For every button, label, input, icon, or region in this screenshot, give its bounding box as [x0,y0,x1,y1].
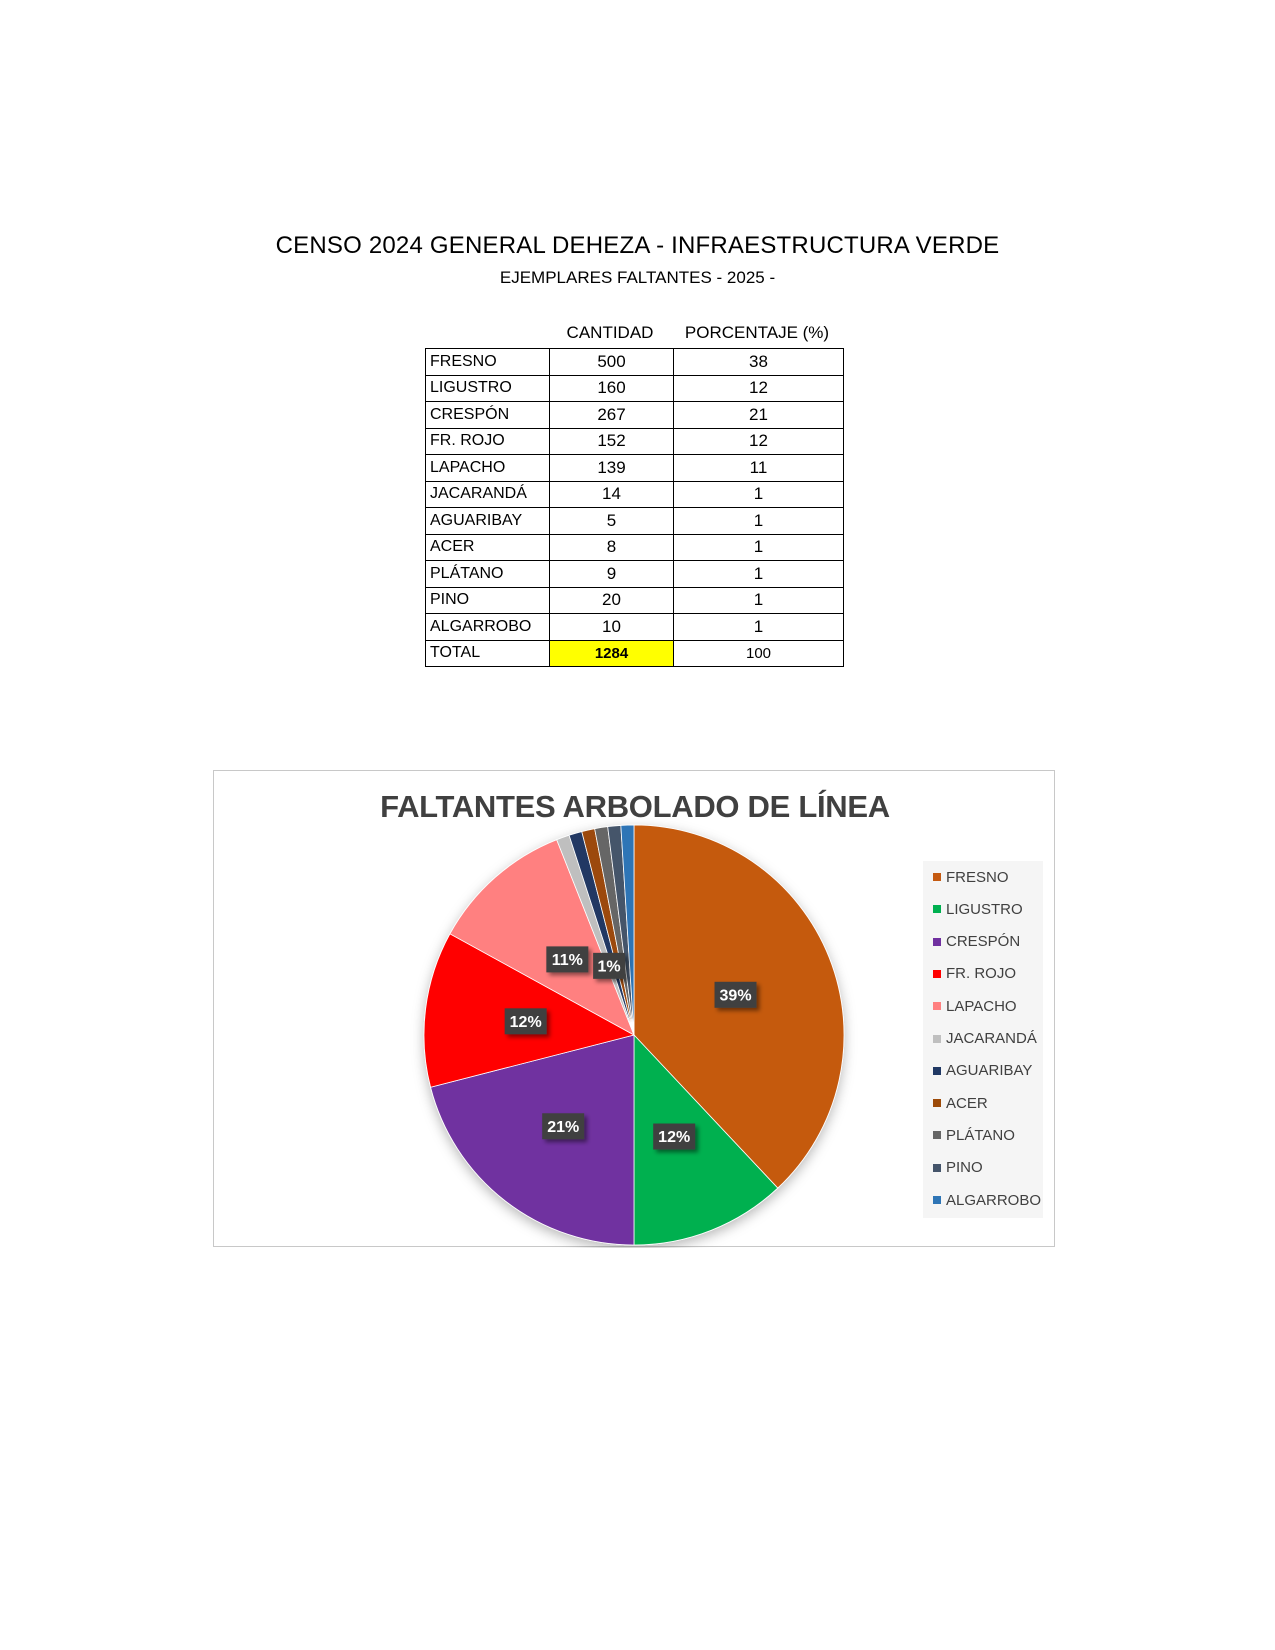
row-name-cell: FR. ROJO [426,428,550,455]
legend-swatch [933,1067,941,1075]
data-table [425,348,844,667]
row-porcentaje-cell: 1 [674,508,844,535]
row-name-cell: LAPACHO [426,455,550,482]
row-name-cell: LIGUSTRO [426,375,550,402]
legend-item [933,1093,988,1113]
data-label-text: 12% [509,1013,542,1031]
row-porcentaje-cell: 12 [674,428,844,455]
legend-swatch [933,905,941,913]
table-row [426,481,844,508]
legend-swatch [933,1002,941,1010]
row-porcentaje-cell: 1 [674,561,844,588]
legend-item [933,996,1017,1016]
chart-title: FALTANTES ARBOLADO DE LÍNEA [380,789,890,824]
table-row [426,375,844,402]
legend-swatch [933,1035,941,1043]
legend-label: PINO [946,1159,983,1177]
row-porcentaje-cell: 1 [674,614,844,641]
row-cantidad-cell: 8 [550,534,674,561]
chart-legend [923,861,1043,1218]
row-porcentaje-cell: 38 [674,349,844,376]
data-label-text: 39% [719,987,752,1005]
table-total-row [426,640,844,667]
data-label [546,946,588,972]
table-row [426,534,844,561]
row-cantidad-cell: 500 [550,349,674,376]
legend-item [933,899,1023,919]
legend-swatch [933,1196,941,1204]
legend-label: LAPACHO [946,997,1017,1015]
document-title: CENSO 2024 GENERAL DEHEZA - INFRAESTRUCTURA VERDE [275,232,1000,259]
column-header-porcentaje: PORCENTAJE (%) [684,323,830,342]
legend-label: AGUARIBAY [946,1062,1033,1080]
data-label-text: 1% [597,958,621,976]
data-label [505,1008,547,1034]
row-name-cell: AGUARIBAY [426,508,550,535]
legend-label: FR. ROJO [946,965,1016,983]
legend-label: ALGARROBO [946,1191,1042,1209]
legend-label: CRESPÓN [946,933,1021,951]
row-name-cell: FRESNO [426,349,550,376]
row-cantidad-cell: 160 [550,375,674,402]
table-row [426,561,844,588]
column-header-cantidad: CANTIDAD [566,323,654,342]
table-row [426,455,844,482]
legend-swatch [933,1131,941,1139]
row-porcentaje-cell: 1 [674,481,844,508]
document-subtitle: EJEMPLARES FALTANTES - 2025 - [499,268,776,287]
row-name-cell: ALGARROBO [426,614,550,641]
table-row [426,614,844,641]
data-label [715,982,757,1008]
row-porcentaje-cell: 100 [674,640,844,667]
data-label [542,1113,584,1139]
pie-chart [213,770,1055,1247]
legend-label: ACER [946,1094,988,1112]
row-cantidad-cell: 10 [550,614,674,641]
table-row [426,508,844,535]
legend-label: FRESNO [946,868,1009,886]
data-label-text: 12% [658,1129,691,1147]
row-cantidad-cell: 1284 [550,640,674,667]
data-label-text: 21% [547,1118,580,1136]
row-cantidad-cell: 14 [550,481,674,508]
legend-label: PLÁTANO [946,1126,1015,1144]
table-row [426,349,844,376]
table-row [426,428,844,455]
table-row [426,587,844,614]
row-porcentaje-cell: 1 [674,534,844,561]
row-name-cell: PLÁTANO [426,561,550,588]
row-name-cell: ACER [426,534,550,561]
legend-item [933,964,1016,984]
data-label-text: 11% [551,951,583,969]
legend-item [933,1190,1041,1210]
data-label [593,953,625,979]
row-porcentaje-cell: 1 [674,587,844,614]
table-row [426,402,844,429]
legend-label: JACARANDÁ [946,1030,1037,1047]
row-cantidad-cell: 20 [550,587,674,614]
row-cantidad-cell: 9 [550,561,674,588]
row-porcentaje-cell: 12 [674,375,844,402]
legend-item [933,932,1020,952]
legend-swatch [933,873,941,881]
row-name-cell: JACARANDÁ [426,481,550,508]
legend-swatch [933,1099,941,1107]
row-cantidad-cell: 139 [550,455,674,482]
row-cantidad-cell: 267 [550,402,674,429]
legend-item [933,1029,1037,1049]
row-porcentaje-cell: 11 [674,455,844,482]
row-name-cell: PINO [426,587,550,614]
row-cantidad-cell: 5 [550,508,674,535]
legend-swatch [933,970,941,978]
legend-swatch [933,938,941,946]
legend-label: LIGUSTRO [946,900,1023,918]
row-name-cell: TOTAL [426,640,550,667]
row-cantidad-cell: 152 [550,428,674,455]
data-label [653,1124,695,1150]
row-name-cell: CRESPÓN [426,402,550,429]
legend-item [933,867,1009,887]
row-porcentaje-cell: 21 [674,402,844,429]
legend-item [933,1125,1015,1145]
legend-item [933,1061,1032,1081]
legend-item [933,1158,983,1178]
legend-swatch [933,1164,941,1172]
